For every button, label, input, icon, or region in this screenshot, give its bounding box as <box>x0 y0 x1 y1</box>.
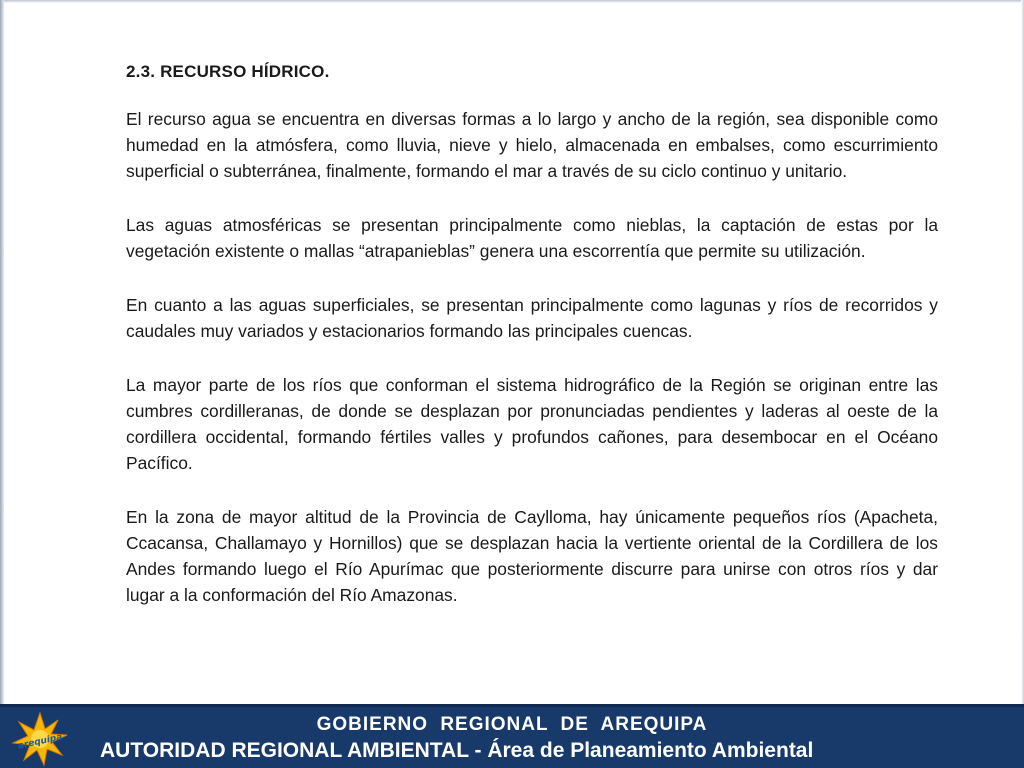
paragraph-4: La mayor parte de los ríos que conforman el sistema hidrográfico de la Región se originan entre las cumbres cordilleranas, de donde se desplazan por pronunciadas pendientes y laderas al oeste de la cordillera occidental, formando fértiles valles y profundos cañones, para desembocar en el Océano Pacífico. <box>126 375 938 473</box>
paragraph-1: El recurso agua se encuentra en diversas formas a lo largo y ancho de la región, sea disponible como humedad en la atmósfera, como lluvia, nieve y hielo, almacenada en embalses, como escurrimiento superficial o subterránea, finalmente, formando el mar a través de su ciclo continuo y unitario. <box>126 109 938 181</box>
footer-separator: - <box>468 739 488 762</box>
footer-banner <box>0 704 1024 768</box>
document-body <box>126 62 938 636</box>
paragraph-3: En cuanto a las aguas superficiales, se presentan principalmente como lagunas y ríos de recorridos y caudales muy variados y estacionarios formando las principales cuencas. <box>126 295 938 341</box>
section-heading: 2.3. RECURSO HÍDRICO. <box>126 62 330 81</box>
footer-authority: AUTORIDAD REGIONAL AMBIENTAL <box>100 739 469 762</box>
top-border <box>0 0 1024 3</box>
footer-title: GOBIERNO REGIONAL DE AREQUIPA <box>316 714 708 735</box>
paragraph-2: Las aguas atmosféricas se presentan principalmente como nieblas, la captación de estas por la vegetación existente o mallas “atrapanieblas” genera una escorrentía que permite su utilización. <box>126 215 938 261</box>
footer-area: Área de Planeamiento Ambiental <box>487 739 814 762</box>
left-border <box>0 0 4 704</box>
logo-text: arequipa <box>17 732 64 752</box>
footer-subtitle <box>100 739 813 763</box>
paragraph-5: En la zona de mayor altitud de la Provincia de Caylloma, hay únicamente pequeños ríos (Apacheta, Ccacansa, Challamayo y Hornillos) que se desplazan hacia la vertiente oriental de la Cordillera de los Andes formando luego el Río Apurímac que posteriormente discurre para unirse con otros ríos y dar lugar a la conformación del Río Amazonas. <box>126 507 938 605</box>
